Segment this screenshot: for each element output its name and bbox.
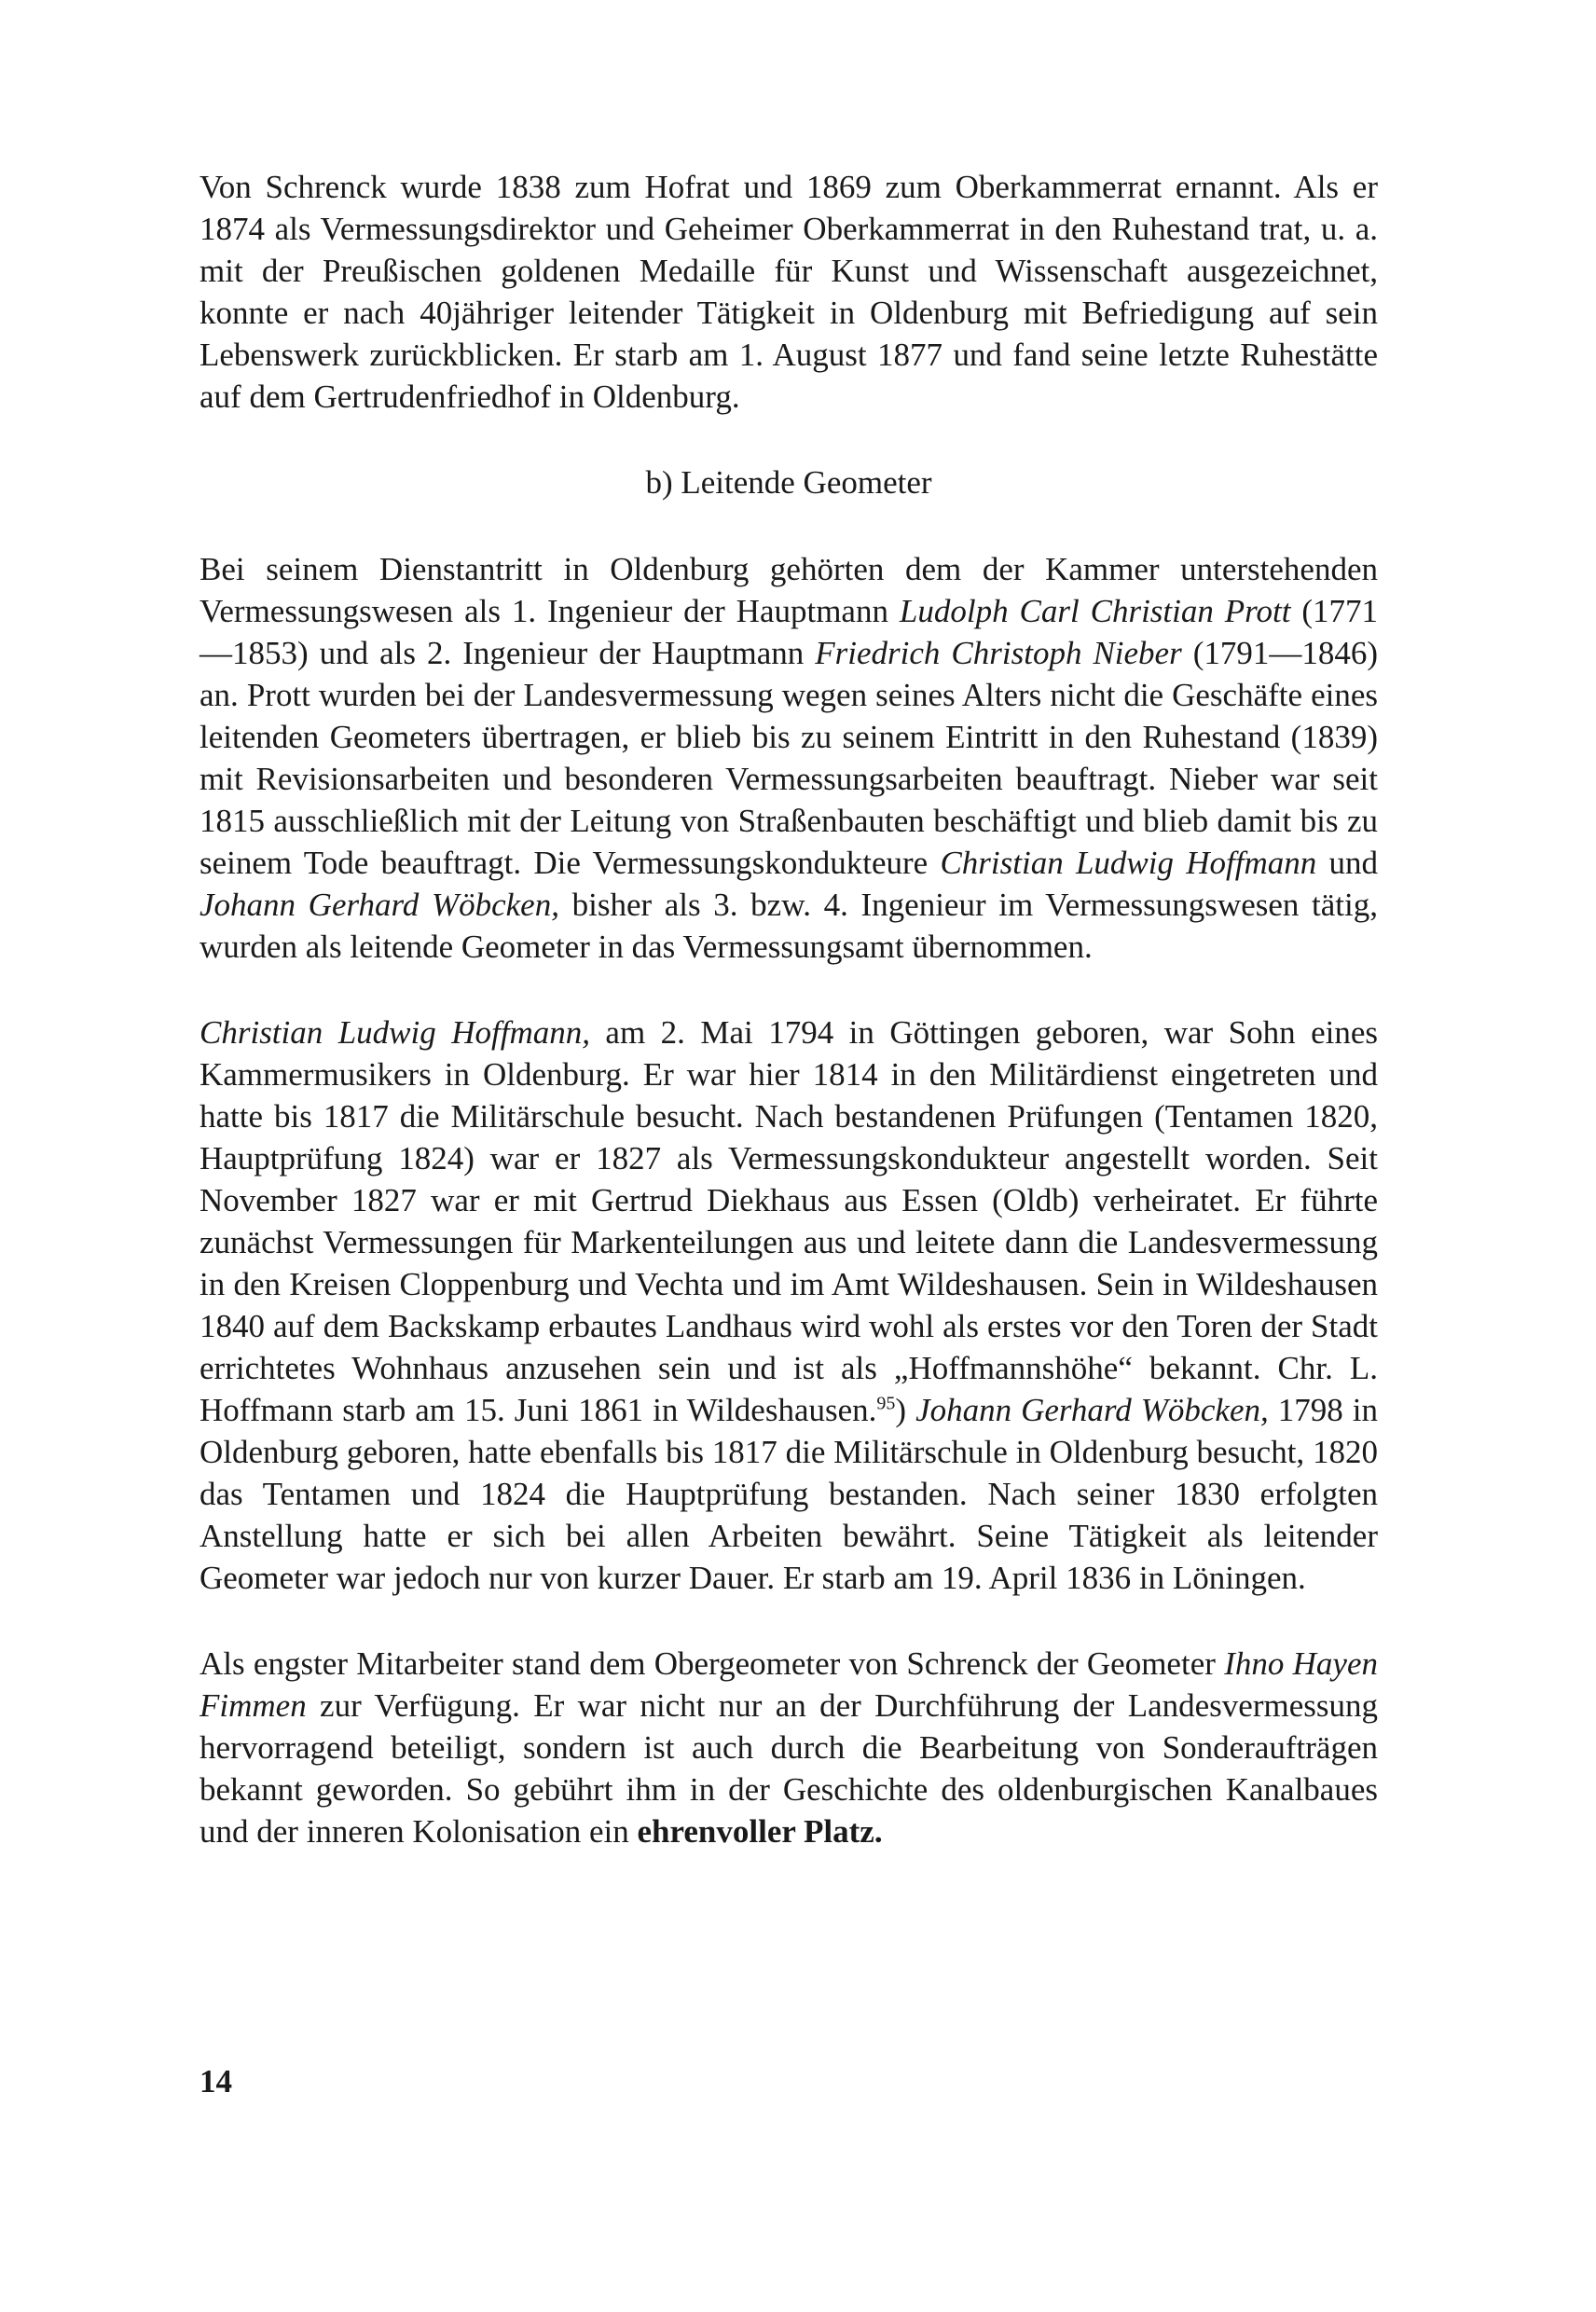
text: bisher als 3. bzw. 4. Ingenieur im Vermessungswesen tätig, wurden als leitende Geometer in das Vermessungsamt übernommen. xyxy=(200,887,1378,965)
paragraph-leitende-geometer xyxy=(200,548,1378,968)
name-fimmen: Ihno Hayen Fimmen xyxy=(200,1645,1378,1724)
text: Bei seinem Dienstantritt in Oldenburg gehörten dem der Kammer unterstehenden Vermessungswesen als 1. Ingenieur der Hauptmann xyxy=(200,551,1378,629)
name-nieber: Friedrich Christoph Nieber xyxy=(815,635,1182,671)
paragraph-hoffmann-woebcken xyxy=(200,1012,1378,1599)
text-bold: ehrenvoller Platz. xyxy=(637,1813,883,1850)
name-hoffmann: Christian Ludwig Hoffmann, xyxy=(200,1014,590,1051)
text: (1771—1853) und als 2. Ingenieur der Hauptmann xyxy=(200,593,1379,671)
page-number: 14 xyxy=(200,2063,232,2099)
paragraph-schrenck: Von Schrenck wurde 1838 zum Hofrat und 1869 zum Oberkammerrat ernannt. Als er 1874 als Vermessungsdirektor und Geheimer Oberkammerrat in den Ruhestand trat, u. a. mit der Preußischen goldenen Medaille für Kunst und Wissenschaft ausgezeichnet, konnte er nach 40jähriger leitender Tätigkeit in Oldenburg mit Befriedigung auf sein Lebenswerk zurückblicken. Er starb am 1. August 1877 und fand seine letzte Ruhestätte auf dem Gertrudenfriedhof in Oldenburg. xyxy=(200,169,1378,415)
text: ) xyxy=(895,1392,907,1428)
name-woebcken: Johann Gerhard Wöbcken, xyxy=(915,1392,1269,1428)
footnote-marker: 95 xyxy=(876,1393,896,1414)
page-body xyxy=(200,166,1378,1852)
text: Als engster Mitarbeiter stand dem Obergeometer von Schrenck der Geometer xyxy=(200,1645,1225,1682)
text: (1791—1846) an. Prott wurden bei der Landesvermessung wegen seines Alters nicht die Geschäfte eines leitenden Geometers übertragen, er blieb bis zu seinem Eintritt in den Ruhestand (1839) mit Revisionsarbeiten und besonderen Vermessungsarbeiten beauftragt. Nieber war seit 1815 ausschließlich mit der Leitung von Straßenbauten beschäftigt und blieb damit bis zu seinem Tode beauftragt. Die Vermessungskondukteure xyxy=(200,635,1379,881)
name-prott: Ludolph Carl Christian Prott xyxy=(899,593,1291,629)
text: zur Verfügung. Er war nicht nur an der Durchführung der Landesvermessung hervorragend beteiligt, sondern ist auch durch die Bearbeitung von Sonderaufträgen bekannt geworden. So gebührt ihm in der Geschichte des oldenburgischen Kanalbaues und der inneren Kolonisation ein xyxy=(200,1687,1378,1850)
text: und xyxy=(1316,845,1379,881)
name-hoffmann: Christian Ludwig Hoffmann xyxy=(940,845,1317,881)
paragraph-fimmen xyxy=(200,1643,1378,1852)
text: 1798 in Oldenburg geboren, hatte ebenfalls bis 1817 die Militärschule in Oldenburg besucht, 1820 das Tentamen und 1824 die Hauptprüfung bestanden. Nach seiner 1830 erfolgten Anstellung hatte er sich bei allen Arbeiten bewährt. Seine Tätigkeit als leitender Geometer war jedoch nur von kurzer Dauer. Er starb am 19. April 1836 in Löningen. xyxy=(200,1392,1379,1596)
text: am 2. Mai 1794 in Göttingen geboren, war Sohn eines Kammermusikers in Oldenburg. Er war hier 1814 in den Militärdienst eingetreten und hatte bis 1817 die Militärschule besucht. Nach bestandenen Prüfungen (Tentamen 1820, Hauptprüfung 1824) war er 1827 als Vermessungskondukteur angestellt worden. Seit November 1827 war er mit Gertrud Diekhaus aus Essen (Oldb) verheiratet. Er führte zunächst Vermessungen für Markenteilungen aus und leitete dann die Landesvermessung in den Kreisen Cloppenburg und Vechta und im Amt Wildeshausen. Sein in Wildeshausen 1840 auf dem Backskamp erbautes Landhaus wird wohl als erstes vor den Toren der Stadt errichtetes Wohnhaus anzusehen sein und ist als „Hoffmannshöhe“ bekannt. Chr. L. Hoffmann starb am 15. Juni 1861 in Wildeshausen. xyxy=(200,1014,1378,1428)
section-heading: b) Leitende Geometer xyxy=(645,464,932,501)
name-woebcken: Johann Gerhard Wöbcken, xyxy=(200,887,559,923)
